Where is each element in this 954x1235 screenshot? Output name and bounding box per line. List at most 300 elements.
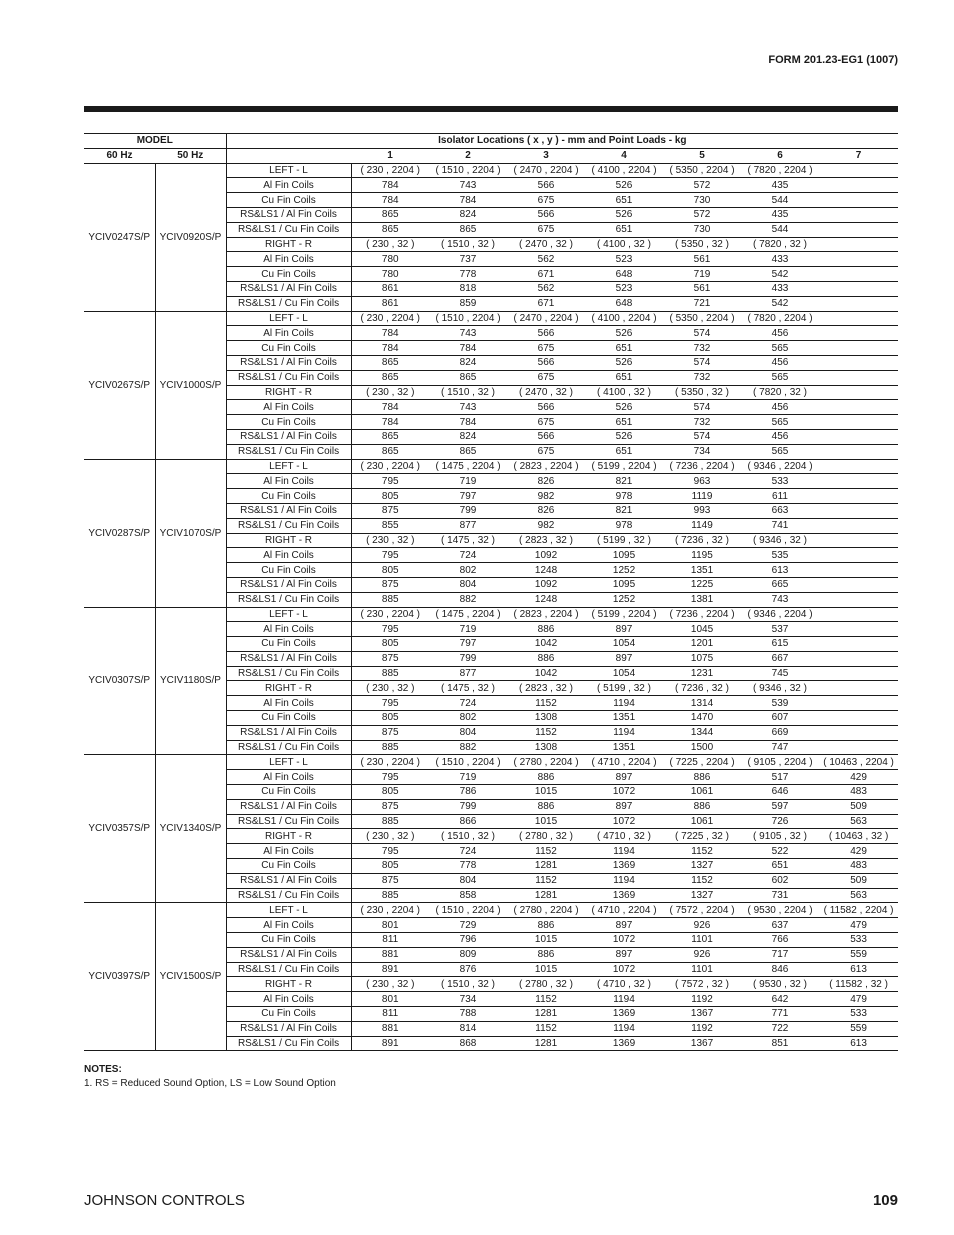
row-label: RS&LS1 / Al Fin Coils xyxy=(226,207,351,222)
table-cell: 885 xyxy=(351,666,429,681)
table-cell: 851 xyxy=(741,1036,819,1051)
table-cell: 566 xyxy=(507,326,585,341)
table-cell xyxy=(819,355,898,370)
table-cell: 784 xyxy=(351,400,429,415)
table-cell: 544 xyxy=(741,193,819,208)
table-cell: 797 xyxy=(429,637,507,652)
table-cell: 667 xyxy=(741,651,819,666)
table-cell: 613 xyxy=(819,1036,898,1051)
table-cell: 891 xyxy=(351,962,429,977)
model-50hz: YCIV1180S/P xyxy=(155,607,226,755)
table-cell: 926 xyxy=(663,918,741,933)
table-cell: 565 xyxy=(741,341,819,356)
table-cell: 1015 xyxy=(507,814,585,829)
table-cell: 566 xyxy=(507,178,585,193)
table-cell: 731 xyxy=(741,888,819,903)
table-cell: 897 xyxy=(585,651,663,666)
table-cell: 559 xyxy=(819,947,898,962)
table-cell: 719 xyxy=(429,474,507,489)
table-cell: ( 7820 , 32 ) xyxy=(741,385,819,400)
col-location: 4 xyxy=(585,148,663,163)
table-cell: 826 xyxy=(507,503,585,518)
table-cell: 597 xyxy=(741,799,819,814)
table-cell xyxy=(819,341,898,356)
table-cell: 574 xyxy=(663,429,741,444)
table-cell: 565 xyxy=(741,415,819,430)
table-cell: 730 xyxy=(663,193,741,208)
table-cell: 675 xyxy=(507,415,585,430)
row-label: Cu Fin Coils xyxy=(226,711,351,726)
table-cell: 897 xyxy=(585,918,663,933)
table-cell: 435 xyxy=(741,178,819,193)
table-cell: 861 xyxy=(351,281,429,296)
table-cell: ( 4100 , 2204 ) xyxy=(585,311,663,326)
table-cell: 978 xyxy=(585,489,663,504)
table-cell: 926 xyxy=(663,947,741,962)
table-cell: 865 xyxy=(351,444,429,459)
table-cell: 805 xyxy=(351,489,429,504)
table-cell: ( 9530 , 2204 ) xyxy=(741,903,819,918)
row-label: RIGHT - R xyxy=(226,681,351,696)
table-cell: 1367 xyxy=(663,1036,741,1051)
row-label: RS&LS1 / Al Fin Coils xyxy=(226,799,351,814)
table-cell: 566 xyxy=(507,400,585,415)
table-cell: 743 xyxy=(429,326,507,341)
table-cell: 721 xyxy=(663,296,741,311)
table-cell: 897 xyxy=(585,947,663,962)
table-cell: 865 xyxy=(351,222,429,237)
table-cell: 675 xyxy=(507,370,585,385)
table-cell: 724 xyxy=(429,844,507,859)
table-cell: 865 xyxy=(351,429,429,444)
table-cell: 891 xyxy=(351,1036,429,1051)
table-cell: 866 xyxy=(429,814,507,829)
table-cell: 1192 xyxy=(663,992,741,1007)
table-cell: 433 xyxy=(741,252,819,267)
table-cell: 456 xyxy=(741,326,819,341)
table-cell: 1054 xyxy=(585,637,663,652)
table-cell: 563 xyxy=(819,888,898,903)
table-cell: ( 2780 , 32 ) xyxy=(507,829,585,844)
table-cell: 533 xyxy=(819,1007,898,1022)
row-label: LEFT - L xyxy=(226,311,351,326)
row-label: RS&LS1 / Al Fin Coils xyxy=(226,429,351,444)
table-cell: 559 xyxy=(819,1021,898,1036)
table-cell: 809 xyxy=(429,947,507,962)
table-cell: 1194 xyxy=(585,725,663,740)
table-cell: ( 4100 , 32 ) xyxy=(585,237,663,252)
table-cell: ( 7236 , 2204 ) xyxy=(663,459,741,474)
table-cell: 784 xyxy=(351,178,429,193)
table-cell xyxy=(819,326,898,341)
table-cell: ( 2780 , 32 ) xyxy=(507,977,585,992)
table-cell: 526 xyxy=(585,355,663,370)
table-cell: ( 4710 , 2204 ) xyxy=(585,903,663,918)
table-cell: 1252 xyxy=(585,592,663,607)
table-cell xyxy=(819,237,898,252)
table-cell: ( 7572 , 32 ) xyxy=(663,977,741,992)
row-label: RS&LS1 / Cu Fin Coils xyxy=(226,518,351,533)
row-label: RS&LS1 / Al Fin Coils xyxy=(226,725,351,740)
table-cell: 780 xyxy=(351,267,429,282)
table-cell: 483 xyxy=(819,785,898,800)
table-cell: ( 230 , 32 ) xyxy=(351,829,429,844)
row-label: RS&LS1 / Cu Fin Coils xyxy=(226,962,351,977)
table-cell: 533 xyxy=(819,933,898,948)
table-cell xyxy=(819,503,898,518)
table-cell: 1308 xyxy=(507,711,585,726)
table-cell xyxy=(819,489,898,504)
page-number: 109 xyxy=(872,1192,898,1209)
table-cell: 747 xyxy=(741,740,819,755)
table-cell: ( 230 , 2204 ) xyxy=(351,163,429,178)
table-cell: 542 xyxy=(741,267,819,282)
table-cell: ( 5350 , 32 ) xyxy=(663,237,741,252)
table-cell: 814 xyxy=(429,1021,507,1036)
table-cell: ( 11582 , 2204 ) xyxy=(819,903,898,918)
col-50hz: 50 Hz xyxy=(155,148,226,163)
table-cell: 743 xyxy=(429,178,507,193)
table-cell: 778 xyxy=(429,267,507,282)
table-cell: 1075 xyxy=(663,651,741,666)
table-cell: 805 xyxy=(351,859,429,874)
row-label: RIGHT - R xyxy=(226,533,351,548)
row-label: RS&LS1 / Al Fin Coils xyxy=(226,577,351,592)
table-cell xyxy=(819,577,898,592)
table-cell: 795 xyxy=(351,770,429,785)
table-cell: 886 xyxy=(507,918,585,933)
table-cell: 637 xyxy=(741,918,819,933)
table-cell: 1281 xyxy=(507,1007,585,1022)
table-cell: 483 xyxy=(819,859,898,874)
header-rule xyxy=(84,106,898,112)
table-cell: 517 xyxy=(741,770,819,785)
table-cell: 1369 xyxy=(585,888,663,903)
table-cell: 734 xyxy=(429,992,507,1007)
table-row xyxy=(84,903,898,918)
isolator-loads-table xyxy=(84,133,898,1051)
row-label: Al Fin Coils xyxy=(226,992,351,1007)
table-cell: 1314 xyxy=(663,696,741,711)
table-cell: 435 xyxy=(741,207,819,222)
table-cell: 561 xyxy=(663,281,741,296)
table-cell: 433 xyxy=(741,281,819,296)
table-cell: 526 xyxy=(585,429,663,444)
table-cell: ( 7236 , 32 ) xyxy=(663,533,741,548)
table-cell: 566 xyxy=(507,207,585,222)
col-location: 6 xyxy=(741,148,819,163)
table-cell: 1152 xyxy=(507,873,585,888)
table-cell: ( 230 , 32 ) xyxy=(351,237,429,252)
table-cell: ( 2823 , 2204 ) xyxy=(507,459,585,474)
table-cell: 745 xyxy=(741,666,819,681)
model-50hz: YCIV0920S/P xyxy=(155,163,226,311)
table-cell: 865 xyxy=(351,370,429,385)
table-cell xyxy=(819,681,898,696)
row-label: Al Fin Coils xyxy=(226,696,351,711)
table-cell: 1092 xyxy=(507,577,585,592)
table-cell: ( 1475 , 32 ) xyxy=(429,681,507,696)
table-cell xyxy=(819,518,898,533)
table-cell: 732 xyxy=(663,415,741,430)
table-cell: ( 2470 , 32 ) xyxy=(507,237,585,252)
table-cell: 824 xyxy=(429,355,507,370)
table-cell: 811 xyxy=(351,933,429,948)
table-cell: 1225 xyxy=(663,577,741,592)
row-label: RS&LS1 / Al Fin Coils xyxy=(226,651,351,666)
table-cell: 651 xyxy=(585,222,663,237)
model-60hz: YCIV0247S/P xyxy=(84,163,155,311)
table-cell: 648 xyxy=(585,296,663,311)
model-50hz: YCIV1070S/P xyxy=(155,459,226,607)
table-cell: 978 xyxy=(585,518,663,533)
table-cell: 522 xyxy=(741,844,819,859)
table-cell: 523 xyxy=(585,252,663,267)
row-label: Cu Fin Coils xyxy=(226,267,351,282)
table-cell xyxy=(819,651,898,666)
table-cell: 886 xyxy=(663,770,741,785)
table-cell: 615 xyxy=(741,637,819,652)
table-cell: 1470 xyxy=(663,711,741,726)
table-cell: ( 2470 , 2204 ) xyxy=(507,311,585,326)
table-cell: ( 5199 , 2204 ) xyxy=(585,459,663,474)
table-cell xyxy=(819,725,898,740)
table-cell: ( 2780 , 2204 ) xyxy=(507,755,585,770)
table-cell: ( 1510 , 32 ) xyxy=(429,829,507,844)
table-cell: 1015 xyxy=(507,785,585,800)
table-cell: 858 xyxy=(429,888,507,903)
col-location: 5 xyxy=(663,148,741,163)
row-label: LEFT - L xyxy=(226,607,351,622)
table-cell: 523 xyxy=(585,281,663,296)
table-cell: 1351 xyxy=(663,563,741,578)
notes-title: NOTES: xyxy=(84,1064,122,1075)
table-cell: 784 xyxy=(351,415,429,430)
table-cell: 875 xyxy=(351,503,429,518)
model-60hz: YCIV0397S/P xyxy=(84,903,155,1051)
table-cell: 1095 xyxy=(585,577,663,592)
table-cell: 1152 xyxy=(507,992,585,1007)
table-cell: 574 xyxy=(663,400,741,415)
table-cell: 805 xyxy=(351,637,429,652)
table-row xyxy=(84,311,898,326)
table-cell: 719 xyxy=(429,770,507,785)
table-cell xyxy=(819,548,898,563)
table-cell: 826 xyxy=(507,474,585,489)
row-label: Al Fin Coils xyxy=(226,178,351,193)
table-cell: 572 xyxy=(663,207,741,222)
table-cell: 611 xyxy=(741,489,819,504)
table-cell: ( 230 , 2204 ) xyxy=(351,311,429,326)
row-label: RS&LS1 / Cu Fin Coils xyxy=(226,592,351,607)
table-row xyxy=(84,755,898,770)
table-cell: 456 xyxy=(741,429,819,444)
model-60hz: YCIV0307S/P xyxy=(84,607,155,755)
table-cell: 1281 xyxy=(507,888,585,903)
table-subheader-row xyxy=(84,148,898,163)
table-cell: 509 xyxy=(819,799,898,814)
table-cell: ( 4100 , 2204 ) xyxy=(585,163,663,178)
table-cell: 786 xyxy=(429,785,507,800)
table-cell: 479 xyxy=(819,918,898,933)
table-cell: 881 xyxy=(351,1021,429,1036)
table-cell xyxy=(819,267,898,282)
table-cell: 804 xyxy=(429,725,507,740)
row-label: LEFT - L xyxy=(226,755,351,770)
model-60hz: YCIV0287S/P xyxy=(84,459,155,607)
table-cell: 784 xyxy=(429,193,507,208)
table-cell: 1327 xyxy=(663,859,741,874)
table-cell: 562 xyxy=(507,252,585,267)
row-label: Al Fin Coils xyxy=(226,622,351,637)
table-cell xyxy=(819,311,898,326)
table-cell: 1015 xyxy=(507,933,585,948)
table-cell: ( 5199 , 32 ) xyxy=(585,533,663,548)
table-cell: 1072 xyxy=(585,814,663,829)
table-cell: 651 xyxy=(585,341,663,356)
table-cell: 875 xyxy=(351,873,429,888)
table-cell: ( 7236 , 2204 ) xyxy=(663,607,741,622)
table-cell: 565 xyxy=(741,370,819,385)
table-cell: 1369 xyxy=(585,1007,663,1022)
table-cell: 542 xyxy=(741,296,819,311)
table-cell: 665 xyxy=(741,577,819,592)
table-cell: 675 xyxy=(507,222,585,237)
table-cell: ( 1475 , 2204 ) xyxy=(429,607,507,622)
table-cell: 882 xyxy=(429,740,507,755)
row-label: Al Fin Coils xyxy=(226,918,351,933)
table-cell: 886 xyxy=(507,770,585,785)
table-cell: ( 9346 , 2204 ) xyxy=(741,607,819,622)
table-cell xyxy=(819,711,898,726)
table-cell: ( 1510 , 2204 ) xyxy=(429,311,507,326)
table-cell: 1327 xyxy=(663,888,741,903)
table-cell: 1344 xyxy=(663,725,741,740)
row-label: RS&LS1 / Cu Fin Coils xyxy=(226,296,351,311)
table-cell xyxy=(819,163,898,178)
table-cell: 886 xyxy=(663,799,741,814)
table-cell: 811 xyxy=(351,1007,429,1022)
table-cell: 982 xyxy=(507,518,585,533)
table-cell: 1351 xyxy=(585,740,663,755)
table-cell: 1194 xyxy=(585,844,663,859)
table-cell: 719 xyxy=(663,267,741,282)
row-label: Cu Fin Coils xyxy=(226,489,351,504)
table-cell: ( 4100 , 32 ) xyxy=(585,385,663,400)
row-label: RS&LS1 / Al Fin Coils xyxy=(226,947,351,962)
table-cell: 784 xyxy=(429,341,507,356)
table-cell: 563 xyxy=(819,814,898,829)
table-cell: ( 10463 , 2204 ) xyxy=(819,755,898,770)
table-cell: 1072 xyxy=(585,962,663,977)
table-cell: 993 xyxy=(663,503,741,518)
table-cell: ( 1510 , 32 ) xyxy=(429,977,507,992)
col-label-blank xyxy=(226,148,351,163)
table-cell: ( 230 , 2204 ) xyxy=(351,459,429,474)
table-cell: 897 xyxy=(585,799,663,814)
table-cell: 805 xyxy=(351,785,429,800)
table-cell: 607 xyxy=(741,711,819,726)
table-cell: 724 xyxy=(429,548,507,563)
table-cell: 669 xyxy=(741,725,819,740)
row-label: RS&LS1 / Al Fin Coils xyxy=(226,1021,351,1036)
table-cell: 1152 xyxy=(663,844,741,859)
table-cell xyxy=(819,607,898,622)
table-cell: 675 xyxy=(507,444,585,459)
model-header: MODEL xyxy=(84,134,226,149)
table-cell: 613 xyxy=(741,563,819,578)
table-cell: ( 4710 , 32 ) xyxy=(585,977,663,992)
table-cell: 1152 xyxy=(507,725,585,740)
row-label: RS&LS1 / Cu Fin Coils xyxy=(226,222,351,237)
table-cell: 1194 xyxy=(585,1021,663,1036)
table-cell: 886 xyxy=(507,622,585,637)
row-label: RS&LS1 / Cu Fin Coils xyxy=(226,444,351,459)
table-cell: 1152 xyxy=(507,696,585,711)
table-cell: ( 4710 , 2204 ) xyxy=(585,755,663,770)
table-cell: 1231 xyxy=(663,666,741,681)
table-cell: 743 xyxy=(429,400,507,415)
table-cell: 1149 xyxy=(663,518,741,533)
table-cell: ( 5350 , 32 ) xyxy=(663,385,741,400)
col-location: 2 xyxy=(429,148,507,163)
table-cell: 1042 xyxy=(507,637,585,652)
model-50hz: YCIV1500S/P xyxy=(155,903,226,1051)
table-cell: 805 xyxy=(351,563,429,578)
table-row xyxy=(84,459,898,474)
table-cell: 982 xyxy=(507,489,585,504)
row-label: Cu Fin Coils xyxy=(226,1007,351,1022)
row-label: Cu Fin Coils xyxy=(226,785,351,800)
table-cell: 1152 xyxy=(507,844,585,859)
table-cell: 737 xyxy=(429,252,507,267)
table-cell: 456 xyxy=(741,400,819,415)
row-label: Al Fin Coils xyxy=(226,400,351,415)
row-label: RS&LS1 / Al Fin Coils xyxy=(226,873,351,888)
table-cell: 722 xyxy=(741,1021,819,1036)
table-cell: 479 xyxy=(819,992,898,1007)
table-cell: 544 xyxy=(741,222,819,237)
table-cell: ( 11582 , 32 ) xyxy=(819,977,898,992)
table-cell: 865 xyxy=(429,370,507,385)
table-cell: 651 xyxy=(585,193,663,208)
table-cell: 1061 xyxy=(663,814,741,829)
row-label: LEFT - L xyxy=(226,163,351,178)
table-cell: 1072 xyxy=(585,933,663,948)
table-cell: ( 1510 , 2204 ) xyxy=(429,903,507,918)
table-cell: 897 xyxy=(585,622,663,637)
table-cell: ( 2780 , 2204 ) xyxy=(507,903,585,918)
table-cell: 651 xyxy=(585,370,663,385)
table-cell: ( 1510 , 32 ) xyxy=(429,237,507,252)
row-label: LEFT - L xyxy=(226,903,351,918)
table-cell: 730 xyxy=(663,222,741,237)
table-cell: 780 xyxy=(351,252,429,267)
table-cell: 1201 xyxy=(663,637,741,652)
table-cell: 875 xyxy=(351,651,429,666)
table-cell: 802 xyxy=(429,711,507,726)
table-cell: 526 xyxy=(585,178,663,193)
table-cell: ( 230 , 2204 ) xyxy=(351,903,429,918)
table-cell: 1152 xyxy=(507,1021,585,1036)
table-cell: 732 xyxy=(663,341,741,356)
table-cell: ( 2470 , 32 ) xyxy=(507,385,585,400)
model-50hz: YCIV1000S/P xyxy=(155,311,226,459)
col-location: 3 xyxy=(507,148,585,163)
row-label: Al Fin Coils xyxy=(226,548,351,563)
table-cell xyxy=(819,740,898,755)
table-cell: 566 xyxy=(507,355,585,370)
